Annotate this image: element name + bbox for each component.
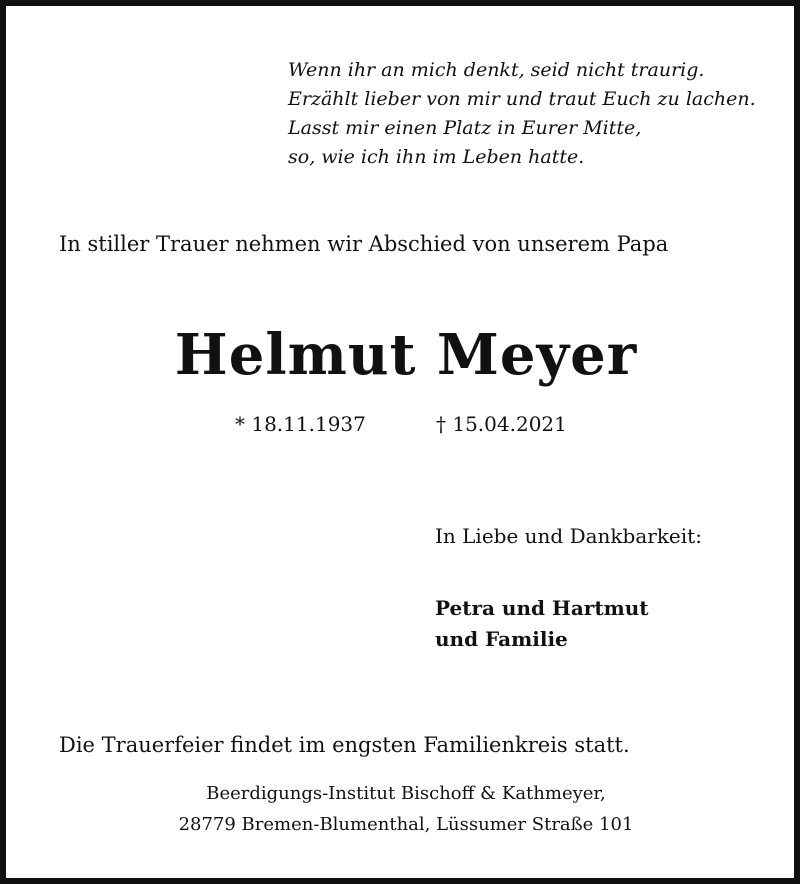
poem-line-1: Wenn ihr an mich denkt, seid nicht traurig. — [288, 59, 705, 81]
ceremony-notice: Die Trauerfeier findet im engsten Familienkreis statt. — [59, 733, 630, 757]
thanks-text: In Liebe und Dankbarkeit: — [435, 524, 702, 548]
institute-line-1: Beerdigungs-Institut Bischoff & Kathmeyer, — [206, 783, 606, 804]
institute-line-2: 28779 Bremen-Blumenthal, Lüssumer Straße 101 — [178, 814, 634, 835]
funeral-institute — [6, 778, 800, 840]
poem — [288, 56, 756, 172]
family-line-2: und Familie — [435, 627, 568, 651]
intro-text: In stiller Trauer nehmen wir Abschied von unserem Papa — [59, 232, 669, 256]
deceased-name: Helmut Meyer — [174, 322, 638, 388]
family-names — [435, 593, 649, 655]
poem-line-2: Erzählt lieber von mir und traut Euch zu lachen. — [288, 88, 756, 110]
poem-line-3: Lasst mir einen Platz in Eurer Mitte, — [288, 117, 642, 139]
birth-date: * 18.11.1937 — [235, 412, 366, 436]
death-date: † 15.04.2021 — [436, 412, 567, 436]
family-line-1: Petra und Hartmut — [435, 596, 649, 620]
poem-line-4: so, wie ich ihn im Leben hatte. — [288, 146, 585, 168]
